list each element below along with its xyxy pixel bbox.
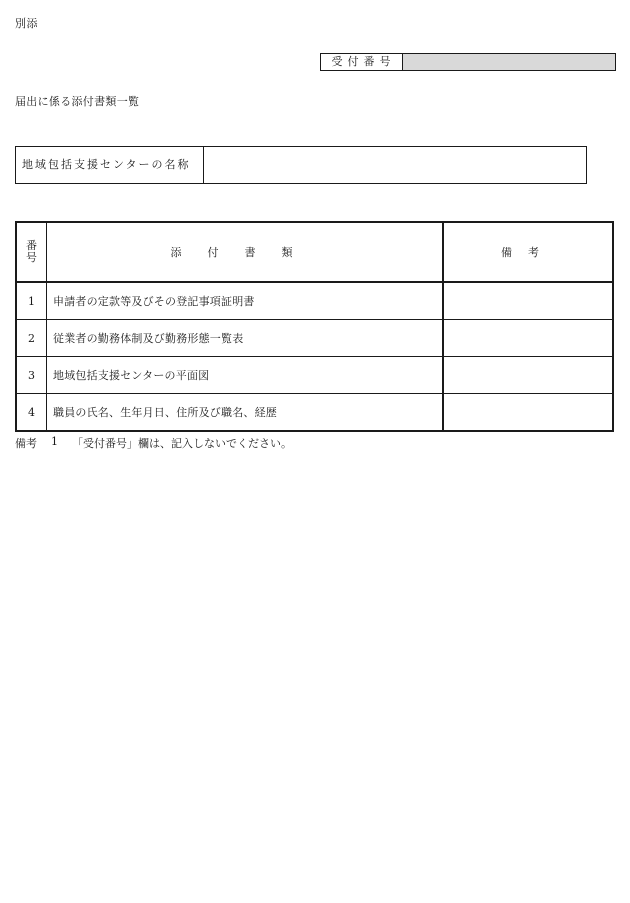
row-document: 地域包括支援センターの平面図 xyxy=(47,357,444,394)
table-row xyxy=(16,282,613,320)
row-document: 職員の氏名、生年月日、住所及び職名、経歴 xyxy=(47,394,444,432)
receipt-number-box xyxy=(320,53,616,71)
row-document: 申請者の定款等及びその登記事項証明書 xyxy=(47,282,444,320)
row-remarks[interactable] xyxy=(443,320,613,357)
row-number: 1 xyxy=(16,282,47,320)
attachments-table xyxy=(15,221,614,432)
row-number: 4 xyxy=(16,394,47,432)
center-name-box xyxy=(15,146,587,184)
footnote-label: 備考 xyxy=(15,437,37,450)
header-remarks: 備考 xyxy=(443,222,613,282)
row-document: 従業者の勤務体制及び勤務形態一覧表 xyxy=(47,320,444,357)
row-remarks[interactable] xyxy=(443,282,613,320)
row-number: 2 xyxy=(16,320,47,357)
footnote-text: 「受付番号」欄は、記入しないでください。 xyxy=(72,437,292,450)
receipt-number-label: 受付番号 xyxy=(321,54,403,70)
row-number: 3 xyxy=(16,357,47,394)
table-row xyxy=(16,357,613,394)
header-document: 添付書類 xyxy=(47,222,444,282)
table-row xyxy=(16,394,613,432)
row-remarks[interactable] xyxy=(443,394,613,432)
footnote-number: 1 xyxy=(51,435,58,448)
header-number: 番号 xyxy=(16,222,47,282)
attachment-label: 別添 xyxy=(15,17,38,30)
document-title: 届出に係る添付書類一覧 xyxy=(15,95,140,108)
center-name-label: 地域包括支援センターの名称 xyxy=(16,147,204,183)
footnote xyxy=(15,435,292,451)
row-remarks[interactable] xyxy=(443,357,613,394)
center-name-field[interactable] xyxy=(204,147,586,183)
table-header-row xyxy=(16,222,613,282)
table-row xyxy=(16,320,613,357)
receipt-number-field[interactable] xyxy=(403,54,615,70)
